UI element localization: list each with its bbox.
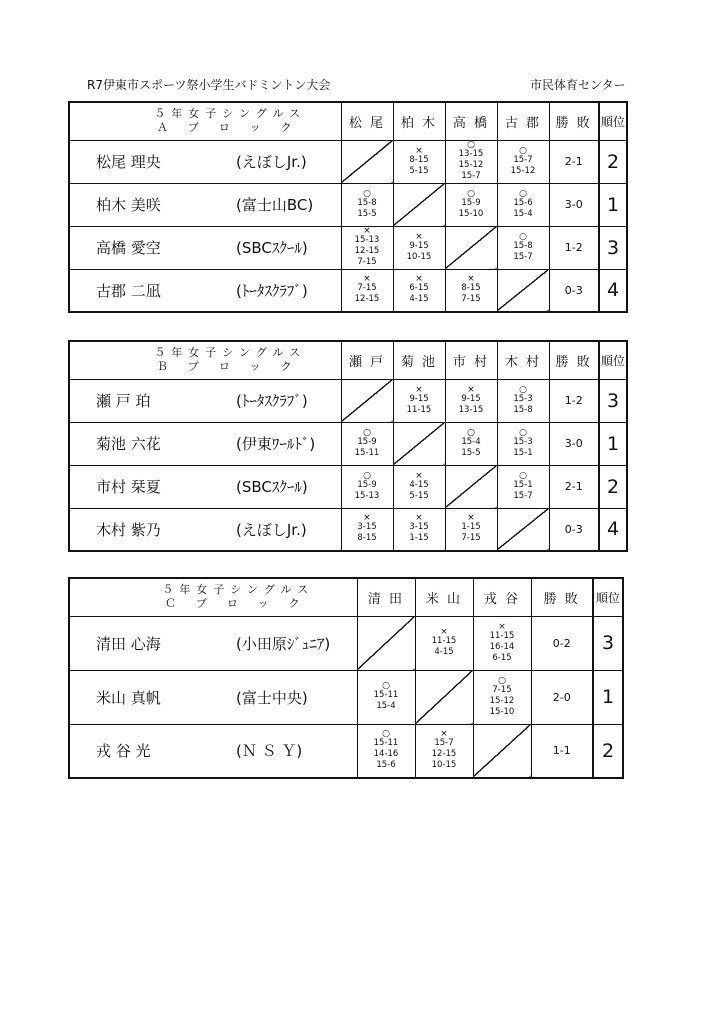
rank-value: 2 [599,140,627,183]
player-club: (SBCｽｸｰﾙ) [236,239,308,257]
match-result-cell [445,140,497,183]
rank-value: 2 [593,724,623,778]
opponent-column-header: 松 尾 [341,102,393,140]
game-score: 7-15 [357,283,377,294]
rank-header: 順位 [599,341,627,379]
win-loss-header: 勝 敗 [549,341,599,379]
game-score: 12-15 [354,246,380,256]
match-result-cell [357,670,415,724]
result-mark: ○ [363,470,371,481]
game-score: 1-15 [409,533,429,544]
self-match-cell [473,724,531,778]
player-club: (えぼしJr.) [236,153,307,171]
win-loss-value: 1-2 [549,379,599,422]
player-row [69,183,627,226]
rank-value: 1 [599,422,627,465]
game-score: 15-13 [354,235,380,245]
game-score: 15-3 [513,393,533,404]
game-score: 15-11 [373,690,399,700]
win-loss-value: 0-2 [531,616,593,670]
rank-header: 順位 [599,102,627,140]
player-club: (小田原ｼﾞｭﾆｱ) [236,634,331,653]
result-mark: × [467,384,475,395]
player-club: (SBCｽｸｰﾙ) [236,478,308,496]
game-score: 9-15 [409,240,429,251]
player-name: 柏木 美咲 [96,196,161,214]
result-mark: × [415,384,423,395]
match-result-cell [497,183,549,226]
self-match-cell [445,465,497,508]
player-club: (富士中央) [236,688,308,707]
result-mark: ○ [519,145,527,156]
game-score: 7-15 [461,533,481,544]
self-match-cell [357,616,415,670]
game-score: 15-8 [513,240,533,251]
player-cell [69,508,341,551]
match-result-cell [445,269,497,312]
opponent-column-header: 清 田 [357,578,415,616]
player-row [69,379,627,422]
result-mark: ○ [519,427,527,438]
game-score: 15-4 [376,701,396,711]
game-score: 15-11 [373,738,399,749]
header-row [69,341,627,379]
player-cell [69,226,341,269]
venue-name: 市民体育センター [530,78,626,92]
result-mark: × [440,627,448,637]
game-score: 3-15 [409,522,429,533]
match-result-cell [393,508,445,551]
player-cell [69,616,357,670]
player-cell [69,269,341,312]
block-title [69,578,357,616]
game-score: 9-15 [461,393,481,404]
game-score: 8-15 [461,283,481,294]
game-score: 3-15 [357,522,377,533]
game-score: 7-15 [461,294,481,305]
player-club: (ﾄｰﾀｽｸﾗﾌﾞ) [236,281,308,300]
rank-value: 1 [599,183,627,226]
player-name: 高橋 愛空 [96,239,161,257]
game-score: 15-7 [513,490,533,501]
result-mark: × [363,226,371,236]
player-row [69,269,627,312]
match-result-cell [497,140,549,183]
rank-value: 2 [599,465,627,508]
match-result-cell [357,724,415,778]
result-mark: ○ [363,427,371,438]
win-loss-value: 0-3 [549,269,599,312]
match-result-cell [445,379,497,422]
rank-value: 1 [593,670,623,724]
player-cell [69,670,357,724]
rank-value: 4 [599,508,627,551]
result-mark: × [415,145,423,156]
match-result-cell [341,183,393,226]
game-score: 15-10 [489,706,515,717]
rank-value: 4 [599,269,627,312]
block-title-line2: Ｃブロック [164,597,320,611]
result-mark: ○ [519,231,527,242]
result-mark: × [415,274,423,285]
win-loss-value: 2-0 [531,670,593,724]
game-score: 15-3 [513,436,533,447]
game-score: 15-1 [513,447,533,458]
game-score: 7-15 [492,684,512,695]
round-robin-table [68,101,628,313]
result-mark: ○ [363,188,371,199]
block-title-line2: Ａブロック [156,121,312,135]
game-score: 10-15 [431,760,457,771]
block-title [69,102,341,140]
player-name: 戎 谷 光 [96,742,151,761]
header-row [69,578,623,616]
player-name: 市村 栞夏 [96,478,161,496]
game-score: 15-12 [458,160,484,170]
player-row [69,422,627,465]
self-match-cell [393,422,445,465]
game-score: 4-15 [409,294,429,305]
game-score: 5-15 [409,490,429,501]
game-score: 7-15 [357,257,377,267]
game-score: 15-13 [354,490,380,501]
player-name: 瀬 戸 珀 [96,392,151,410]
match-result-cell [473,670,531,724]
player-club: (えぼしJr.) [236,520,307,539]
self-match-cell [415,670,473,724]
result-mark: ○ [498,675,506,686]
game-score: 12-15 [431,749,457,760]
game-score: 15-4 [461,436,481,447]
player-row [69,670,623,724]
self-match-cell [341,379,393,422]
opponent-column-header: 戎 谷 [473,578,531,616]
result-mark: × [440,729,448,740]
game-score: 5-15 [409,165,429,176]
result-mark: ○ [467,188,475,199]
player-row [69,616,623,670]
win-loss-value: 2-1 [549,140,599,183]
player-row [69,465,627,508]
rank-value: 3 [599,226,627,269]
opponent-column-header: 市 村 [445,341,497,379]
result-mark: × [467,513,475,524]
game-score: 15-6 [376,760,396,771]
game-score: 16-14 [489,641,515,652]
match-result-cell [415,724,473,778]
player-cell [69,465,341,508]
player-club: (Ｎ Ｓ Ｙ) [236,742,303,761]
game-score: 15-7 [513,251,533,262]
match-result-cell [445,508,497,551]
player-club: (伊東ﾜｰﾙﾄﾞ) [236,435,316,453]
result-mark: ○ [467,140,475,150]
game-score: 15-7 [461,171,481,181]
game-score: 15-9 [357,436,377,447]
win-loss-value: 3-0 [549,183,599,226]
match-result-cell [497,379,549,422]
player-row [69,140,627,183]
match-result-cell [341,465,393,508]
block-title [69,341,341,379]
result-mark: ○ [519,384,527,395]
opponent-column-header: 木 村 [497,341,549,379]
player-name: 菊池 六花 [96,435,161,453]
player-club: (富士山BC) [236,196,314,214]
opponent-column-header: 古 郡 [497,102,549,140]
game-score: 8-15 [409,154,429,165]
match-result-cell [393,140,445,183]
win-loss-value: 1-2 [549,226,599,269]
opponent-column-header: 瀬 戸 [341,341,393,379]
win-loss-value: 2-1 [549,465,599,508]
result-mark: ○ [382,681,390,691]
player-cell [69,183,341,226]
player-cell [69,724,357,778]
win-loss-value: 0-3 [549,508,599,551]
match-result-cell [393,465,445,508]
result-mark: × [363,513,371,524]
block-title-line1: ５年女子シングルス [162,583,315,597]
game-score: 13-15 [458,404,484,415]
game-score: 15-10 [458,208,484,219]
player-row [69,724,623,778]
header-row [69,102,627,140]
game-score: 15-8 [513,404,533,415]
game-score: 15-5 [357,208,377,219]
self-match-cell [445,226,497,269]
player-row [69,508,627,551]
round-robin-table [68,340,628,552]
match-result-cell [497,226,549,269]
game-score: 11-15 [431,636,457,646]
match-result-cell [415,616,473,670]
game-score: 15-8 [357,197,377,208]
match-result-cell [341,269,393,312]
game-score: 15-12 [489,695,515,706]
result-mark: ○ [519,470,527,481]
game-score: 15-11 [354,447,380,458]
opponent-column-header: 米 山 [415,578,473,616]
game-score: 4-15 [434,647,454,657]
game-score: 12-15 [354,294,380,305]
game-score: 15-5 [461,447,481,458]
self-match-cell [393,183,445,226]
result-mark: × [415,513,423,524]
match-result-cell [445,183,497,226]
game-score: 9-15 [409,393,429,404]
block-title-line1: ５年女子シングルス [154,107,307,121]
game-score: 14-16 [373,749,399,760]
game-score: 15-4 [513,208,533,219]
match-result-cell [497,422,549,465]
result-mark: ○ [519,188,527,199]
game-score: 15-12 [510,165,536,176]
game-score: 15-9 [461,197,481,208]
match-result-cell [393,269,445,312]
block-title-line1: ５年女子シングルス [154,346,307,360]
player-name: 松尾 理央 [96,153,161,171]
win-loss-value: 1-1 [531,724,593,778]
game-score: 15-9 [357,479,377,490]
result-mark: × [467,274,475,285]
game-score: 6-15 [492,652,512,663]
game-score: 15-7 [513,154,533,165]
match-result-cell [497,465,549,508]
game-score: 15-1 [513,479,533,490]
result-mark: × [498,621,506,632]
match-result-cell [473,616,531,670]
self-match-cell [497,508,549,551]
match-result-cell [341,422,393,465]
game-score: 13-15 [458,149,484,159]
round-robin-table [68,577,624,779]
event-title: R7伊東市スポーツ祭小学生バドミントン大会 [87,78,331,92]
match-result-cell [445,422,497,465]
result-mark: ○ [467,427,475,438]
match-result-cell [341,226,393,269]
game-score: 8-15 [357,533,377,544]
block-title-line2: Ｂブロック [156,360,312,374]
match-result-cell [393,379,445,422]
player-name: 古郡 二凪 [96,281,161,300]
result-mark: × [415,231,423,242]
game-score: 11-15 [406,404,432,415]
game-score: 15-6 [513,197,533,208]
player-club: (ﾄｰﾀｽｸﾗﾌﾞ) [236,392,308,410]
self-match-cell [341,140,393,183]
player-row [69,226,627,269]
player-name: 清田 心海 [96,634,161,653]
rank-header: 順位 [593,578,623,616]
win-loss-header: 勝 敗 [549,102,599,140]
game-score: 10-15 [406,251,432,262]
win-loss-header: 勝 敗 [531,578,593,616]
match-result-cell [341,508,393,551]
rank-value: 3 [599,379,627,422]
player-cell [69,140,341,183]
result-mark: × [363,274,371,285]
opponent-column-header: 菊 池 [393,341,445,379]
opponent-column-header: 高 橋 [445,102,497,140]
rank-value: 3 [593,616,623,670]
player-cell [69,379,341,422]
player-name: 木村 紫乃 [96,520,161,539]
player-name: 米山 真帆 [96,688,161,707]
self-match-cell [497,269,549,312]
opponent-column-header: 柏 木 [393,102,445,140]
game-score: 1-15 [461,522,481,533]
result-mark: × [415,470,423,481]
game-score: 11-15 [489,630,515,641]
win-loss-value: 3-0 [549,422,599,465]
match-result-cell [393,226,445,269]
game-score: 6-15 [409,283,429,294]
game-score: 15-7 [434,738,454,749]
result-mark: ○ [382,729,390,740]
player-cell [69,422,341,465]
game-score: 4-15 [409,479,429,490]
